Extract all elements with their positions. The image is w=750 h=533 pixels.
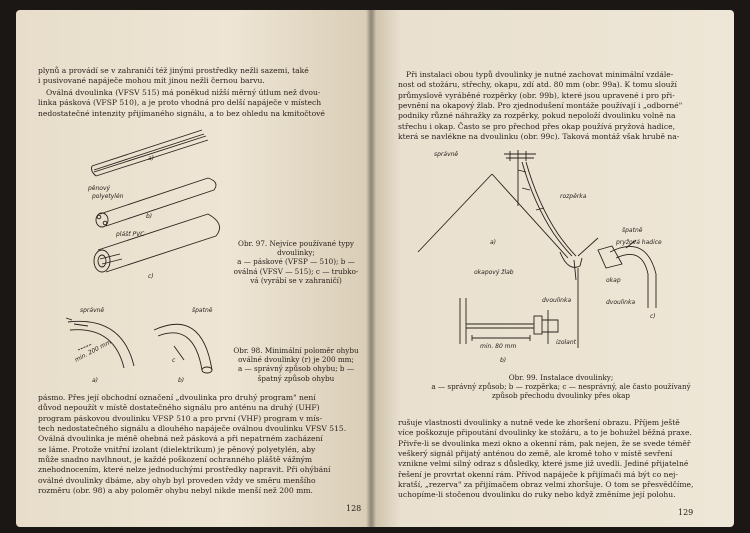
text-line: více poškozuje připoutání dvoulinky ke stožáru, a to je bohužel běžná praxe.	[398, 428, 692, 438]
left-intro-text	[38, 66, 360, 87]
text-line: Oválná dvoulinka (VFSV 515) má poněkud nižší měrný útlum než dvou-	[46, 88, 321, 97]
text-line: pevnění na okapový žlab. Pro zjednodušení montáže používají i „odborné"	[398, 101, 683, 111]
text-line: pásmo. Přes její obchodní označení „dvoulinka pro druhý program" není	[38, 393, 316, 402]
fig99-label-wrong: špatně	[622, 227, 643, 234]
figure-99-caption	[396, 373, 726, 401]
fig97-label-b: b)	[146, 213, 153, 220]
text-line: kratší, „rezerva" za přijímačem obraz velmi zhoršuje. O tom se přesvědčíme,	[398, 480, 694, 490]
fig98-label-wrong: špatně	[192, 307, 213, 314]
left-body-text	[38, 393, 360, 496]
page-number-right: 129	[678, 508, 694, 517]
text-line: se láme. Protože vnitřní izolant (dielektrikum) je pěnový polyetylén, aby	[38, 444, 316, 454]
text-line: vznikne velmi silný odraz s důsledky, které jsme již uvedli. Jediné přijatelné	[398, 459, 689, 469]
left-paragraph-1	[38, 88, 360, 119]
text-line: znehodnocením, které nelze jednoduchými prostředky napravit. Při ohýbání	[38, 465, 331, 475]
caption-line: oválná (VFSV — 515); c — trubko-	[233, 266, 359, 276]
fig97-label-pvc: plášť PVC	[116, 231, 145, 238]
caption-line: vá (vyrábí se v zahraničí)	[250, 275, 342, 285]
fig98-label-c: c	[172, 357, 176, 364]
caption-line: a — správný způsob; b — rozpěrka; c — nesprávný, ale často používaný	[431, 382, 691, 392]
text-line: rozměru (obr. 98) a aby poloměr ohybu nebyl nikde menší než 200 mm.	[38, 486, 313, 496]
caption-line: Obr. 97. Nejvíce používané typy	[238, 239, 354, 248]
text-line: program páskovou dvoulinku VFSP 510 a pro první (VHF) program v mís-	[38, 413, 323, 423]
book-gutter	[366, 10, 376, 527]
fig99-label-twinlead-c: dvoulinka	[606, 299, 636, 306]
caption-line: a — správný způsob ohybu; b —	[237, 364, 355, 374]
caption-line: Obr. 98. Minimální poloměr ohybu	[233, 346, 359, 355]
fig97-label-foam-1: pěnový	[88, 185, 111, 192]
caption-line: špatný způsob ohybu	[257, 373, 335, 383]
fig98-label-radius: min. 200 mm	[73, 338, 113, 364]
fig97-label-a: a)	[148, 155, 155, 162]
text-line: veškerý signál přijatý anténou do země, ale kromě toho v místě sevření	[398, 449, 673, 459]
text-line: nost od stožáru, střechy, okapu, zdí atd. 80 mm (obr. 99a). K tomu slouží	[398, 80, 677, 90]
right-top-text	[398, 70, 724, 142]
figure-97-caption	[226, 239, 366, 285]
fig99-label-gutter-profile: okapový žlab	[474, 269, 514, 276]
text-line: uchopíme-li stočenou dvoulinku do ruky nebo když změníme její polohu.	[398, 490, 676, 500]
fig99-label-hose: pryžová hadice	[616, 239, 662, 246]
fig99-label-c: c)	[650, 313, 656, 320]
fig99-label-insulator: izolant	[556, 339, 576, 346]
caption-line: způsob přechodu dvoulinky přes okap	[491, 391, 631, 401]
text-line: linka pásková (VFSP 510), a je proto vhodná pro delší napáječe v místech	[38, 98, 322, 108]
page-number-left: 128	[346, 504, 362, 513]
figure-98-caption	[226, 346, 366, 383]
text-line: průmyslově vyráběné rozpěrky (obr. 99b), které jsou upravené i pro při-	[398, 90, 675, 100]
caption-line: Obr. 99. Instalace dvoulinky;	[508, 373, 614, 382]
fig98-label-b: b)	[178, 377, 185, 384]
text-line: podniky různé náhražky za rozpěrky, pokud nepoloží dvoulinku volně na	[398, 111, 676, 121]
text-line: Při instalaci obou typů dvoulinky je nutné zachovat minimální vzdále-	[406, 70, 674, 79]
fig99-label-b: b)	[500, 357, 507, 364]
text-line: oválné dvoulinky dbáme, aby ohyb byl proveden vždy ve směru menšího	[38, 475, 316, 485]
text-line: Oválná dvoulinka je méně ohebná než pásková a při nepatrném zacházení	[38, 434, 323, 444]
fig99-label-a: a)	[490, 239, 497, 246]
text-line: střechu i okap. Často se pro přechod přes okap používá pryžová hadice,	[398, 121, 675, 131]
fig99-label-gutter: okap	[606, 277, 621, 284]
caption-line: oválné dvoulinky (r) je 200 mm;	[238, 355, 354, 365]
fig99-label-correct: správně	[434, 151, 459, 158]
fig99-label-spacer: rozpěrka	[560, 193, 587, 200]
fig98-label-a: a)	[92, 377, 99, 384]
caption-line: a — páskové (VFSP — 510); b —	[237, 257, 355, 267]
figure-98-bending-radius	[62, 304, 242, 384]
right-bottom-text	[398, 418, 724, 501]
text-line: řešení je provrtat okenní rám. Přívod napáječe k přijímači má být co nej-	[398, 469, 678, 479]
text-line: která se navlékne na dvoulinku (obr. 99c). Taková montáž však hrubě na-	[398, 132, 680, 142]
text-line: důvod nepoužít v místě dostatečného signálu pro anténu na druhý (UHF)	[38, 403, 320, 413]
fig99-label-twinlead: dvoulinka	[542, 297, 572, 304]
text-line: rušuje vlastnosti dvoulinky a nutně vede ke zhoršení obrazu. Příjem ještě	[398, 418, 680, 427]
fig99-label-dist: min. 80 mm	[480, 343, 517, 350]
figure-99-installation	[410, 148, 710, 368]
text-line: nedostatečné intenzity přijímaného signálu, a to bez ohledu na kmitočtové	[38, 108, 325, 118]
fig98-label-correct: správně	[80, 307, 105, 314]
caption-line: dvoulinky;	[277, 248, 315, 258]
text-line: plynů a provádí se v zahraničí též jinými prostředky nežli sazemi, také	[38, 66, 309, 75]
text-line: i pusivované napáječe mohou mít jinou nežli černou barvu.	[38, 76, 265, 86]
text-line: tech nedostatečného signálu a dlouhého napáječe oválnou dvoulinku VFSV 515.	[38, 424, 347, 434]
fig97-label-foam-2: polyetylén	[92, 193, 124, 200]
text-line: Přivře-li se dvoulinka mezi okno a okenní rám, pak nejen, že se svede téměř	[398, 438, 691, 448]
text-line: může snadno navlhnout, je každé poškození ochranného pláště vážným	[38, 455, 313, 465]
fig97-label-c: c)	[148, 273, 154, 280]
